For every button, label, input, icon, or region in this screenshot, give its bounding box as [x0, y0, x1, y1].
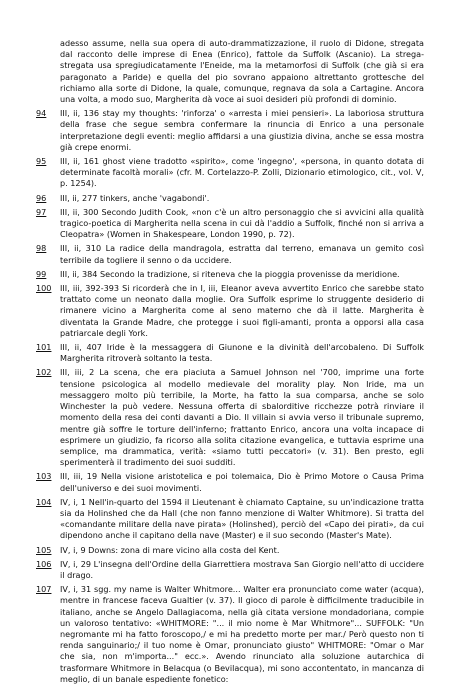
endnote — [36, 243, 424, 265]
endnote-number[interactable]: 106 — [36, 558, 52, 569]
endnote-number[interactable]: 102 — [36, 367, 52, 378]
intro-paragraph: adesso assume, nella sua opera di auto-drammatizzazione, il ruolo di Didone, stregata dal racconto delle imprese di Enea (Enrico), fattole da Suffolk (Ascanio). La strega-stregata usa spregiudicatamente l'Eneide, ma la metamorfosi di Suffolk (che già si era paragonato a Paride) e quella del pio sovrano appaiono altrettanto grottesche del richiamo alla sorte di Didone, la quale, comunque, regnava da sola a Cartagine. Ancora una volta, a modo suo, Margherita dà voce ai suoi desideri più profondi di dominio. — [60, 38, 424, 105]
endnote-number[interactable]: 100 — [36, 283, 52, 294]
endnote-text: III, ii, 407 Iride è la messaggera di Giunone e la divinità dell'arcobaleno. Di Suffolk Margherita ritroverà soltanto la testa. — [60, 342, 424, 364]
endnote-text: III, ii, 161 ghost viene tradotto «spirito», come 'ingegno', «persona, in quanto dotata di determinate facoltà morali» (cfr. M. Cortelazzo-P. Zolli, Dizionario etimologico, cit., vol. V, p. 1254). — [60, 156, 424, 189]
endnote-number[interactable]: 97 — [36, 206, 47, 217]
endnote-text: III, iii, 392-393 Si ricorderà che in I, iii, Eleanor aveva avvertito Enrico che sarebbe stato trattato come un neonato dalla moglie. Ora Suffolk esprime lo struggente desiderio di rimanere vicino a Margherita come al seno materno che dà il latte. Margherita è diventata la Grande Madre, che protegge i suoi figli-amanti, pronta a opporsi alla casa patriarcale degli York. — [60, 283, 424, 338]
endnote-text: IV, i, 31 sgg. my name is Walter Whitmore... Walter era pronunciato come water (acqua), mentre in francese faceva Gualtier (v. 37). Il gioco di parole è difficilmente traducibile in italiano, anche se Angelo Dallagiacoma, nella già citata versione mondadoriana, compie un valoroso tentativo: «WHITMORE: "... il mio nome è Mar Whitmore"... SUFFOLK: "Un negromante mi ha fatto foroscopo,/ e mi ha predetto morte per mar./ Però questo non ti renda sanguinario;/ il tuo nome è Omar, pronunciato giusto" WHITMORE: "Omar o Mar che sia, non m'importa..." ecc.». Avendo rinunciato alla soluzione autarchica di trasformare Whitmore in Belacqua (o Bevilacqua), mi sono accontentato, in mancanza di meglio, di un banale espediente fonetico: — [60, 584, 424, 684]
notes-list — [36, 108, 424, 685]
endnote-text: IV, i, 1 Nell'in-quarto del 1594 il Lieutenant è chiamato Captaine, su un'indicazione tratta sia da Holinshed che da Hall (che non fanno menzione di Walter Whitmore). Si tratta del «comandante militare della nave pirata» (Holinshed), perciò del «Capo dei pirati», da cui dipendono anche il capitano della nave (Master) e il suo secondo (Master's Mate). — [60, 496, 424, 541]
endnote-number[interactable]: 103 — [36, 471, 52, 482]
endnote-number[interactable]: 95 — [36, 156, 47, 167]
endnote-number[interactable]: 107 — [36, 584, 52, 595]
endnote-text: III, ii, 277 tinkers, anche 'vagabondi'. — [60, 192, 210, 203]
endnote-text: III, iii, 2 La scena, che era piaciuta a Samuel Johnson nel '700, imprime una forte tensione psicologica al modello medievale del morality play. Non Iride, ma un messaggero molto più terribile, la Morte, ha fatto la sua comparsa, anche se solo Winchester la può vedere. Nessuna offerta di sbalorditive ricchezze potrà rinviare il momento della resa dei conti davanti a Dio. Il villain si avvia verso il tribunale supremo, mentre già soffre le torture dell'inferno; frattanto Enrico, ancora una volta incapace di esprimere un giudizio, fa ricorso alla solita citazione evangelica, e tuttavia esprime una semplice, ma drammatica, verità: «siamo tutti peccatori» (v. 31). Ben presto, egli sperimenterà il tradimento dei suoi sudditi. — [60, 367, 424, 468]
endnote-number[interactable]: 98 — [36, 243, 47, 254]
endnote-text: III, ii, 310 La radice della mandragola, estratta dal terreno, emanava un gemito così terribile da togliere il senno o da uccidere. — [60, 243, 424, 265]
endnote-text: IV, i, 9 Downs: zona di mare vicino alla costa del Kent. — [60, 544, 280, 555]
endnote — [36, 156, 424, 190]
endnote-text: III, iii, 19 Nella visione aristotelica e poi tolemaica, Dio è Primo Motore o Causa Prima dell'universo e dei suoi movimenti. — [60, 471, 424, 493]
endnote — [36, 559, 424, 581]
endnotes-block — [36, 38, 424, 685]
endnote-text: IV, i, 29 L'insegna dell'Ordine della Giarrettiera mostrava San Giorgio nell'atto di uccidere il drago. — [60, 558, 424, 580]
endnote — [36, 193, 424, 204]
endnote-number[interactable]: 94 — [36, 108, 47, 119]
endnote — [36, 545, 424, 556]
endnote — [36, 108, 424, 153]
endnote — [36, 283, 424, 339]
endnote — [36, 342, 424, 364]
endnote-number[interactable]: 105 — [36, 544, 52, 555]
endnote-text: III, ii, 136 stay my thoughts: 'rinforza' o «arresta i miei pensieri». La laboriosa struttura della frase che segue sembra confermare la rinuncia di Enrico a una personale interpretazione degli eventi: meglio affidarsi a una giustizia divina, anche se essa mostra già crepe enormi. — [60, 108, 424, 152]
endnote — [36, 367, 424, 468]
endnote — [36, 207, 424, 241]
endnote-number[interactable]: 101 — [36, 342, 52, 353]
endnote — [36, 584, 424, 685]
endnote-number[interactable]: 104 — [36, 496, 52, 507]
endnote-text: III, ii, 300 Secondo Judith Cook, «non c'è un altro personaggio che si avvicini alla qualità tragico-poetica di Margherita nella scena in cui dà l'addio a Suffolk, finché non si arriva a Cleopatra» (Women in Shakespeare, London 1990, p. 72). — [60, 206, 424, 240]
endnote — [36, 497, 424, 542]
endnote-number[interactable]: 99 — [36, 268, 47, 279]
endnote — [36, 269, 424, 280]
endnote-number[interactable]: 96 — [36, 192, 47, 203]
endnote-text: III, ii, 384 Secondo la tradizione, si riteneva che la pioggia provenisse da meridione. — [60, 268, 400, 279]
endnote — [36, 471, 424, 493]
